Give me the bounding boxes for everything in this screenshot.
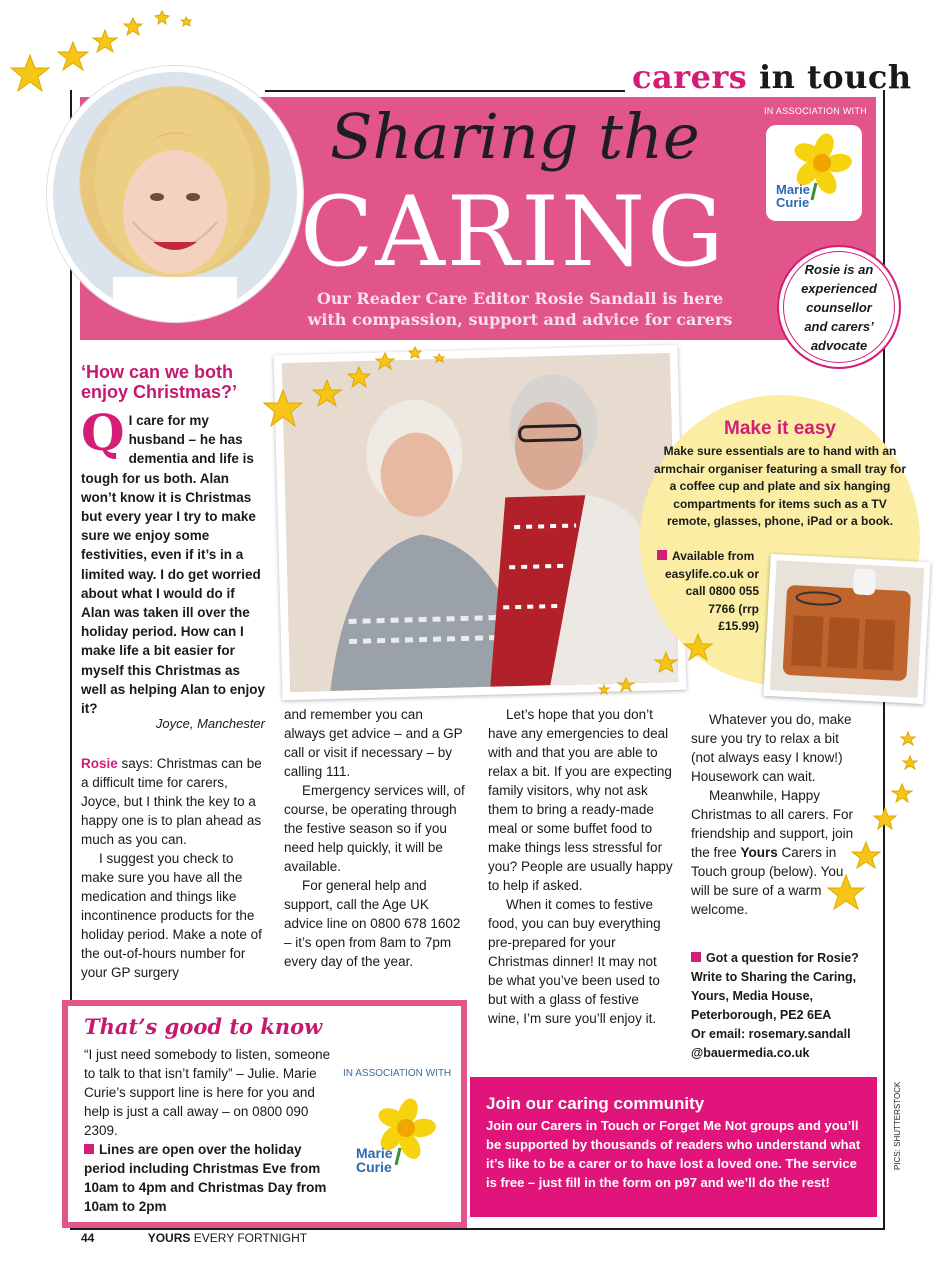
question-signature: Joyce, Manchester — [155, 716, 265, 731]
photo-credit: PICS: SHUTTERSTOCK — [893, 1081, 902, 1170]
bullet-square-icon — [657, 550, 667, 560]
good-to-know-title: That’s good to know — [84, 1014, 323, 1039]
good-to-know-body: “I just need somebody to listen, someone to talk to that isn’t family” – Julie. Marie Curie’s support line is here for you and help is just a call away – on 0800 090 2309. — [84, 1047, 331, 1138]
dropcap: Q — [81, 403, 125, 462]
contact-box: Got a question for Rosie? Write to Sharing the Caring, Yours, Media House, Peterborough, PE2 6EA Or email: rosemary.sandall @bauermedia.co.uk — [691, 951, 859, 1060]
association-label: IN ASSOCIATION WITH — [764, 106, 868, 116]
magazine-tagline: EVERY FORTNIGHT — [193, 1231, 308, 1245]
question-body: Q I care for my husband – he has dementia and life is tough for us both. Alan won’t know it is Christmas but every year I try to make sure we enjoy some festivities, even if it’s in a limited way. I do get worried about what I would do if Alan was taken ill over the holiday period. How can I make life a bit easier for myself this Christmas as well as helping Alan to enjoy it? — [81, 403, 266, 717]
make-it-easy-body: Make sure essentials are to hand with an armchair organiser featuring a small tray for a coffee cup and plate and six hanging compartments for items such as a TV remote, glasses, phone, iPad or a book. — [653, 444, 907, 528]
magazine-name: YOURS — [147, 1231, 191, 1245]
answer-column-1: Rosie says: Christmas can be a difficult time for carers, Joyce, but I think the key to a happy one is to plan ahead as much as you can. I suggest you check to make sure you have all the medication and things like incontinence products for the holiday period. Make a note of the out-of-hours number for your GP surgery — [81, 756, 262, 980]
marie-curie-logo-bottom — [350, 1090, 446, 1186]
association-label-bottom: IN ASSOCIATION WITH — [343, 1068, 452, 1079]
make-it-easy-title: Make it easy — [724, 418, 836, 439]
answer-column-4: Whatever you do, make sure you try to relax a bit (not always easy I know!) Housework can wait. Meanwhile, Happy Christmas to all carers. For friendship and support, join the free Yours Carers in Touch group (below). You will be sure of a warm welcome. — [691, 712, 854, 917]
good-to-know-hours: Lines are open over the holiday period including Christmas Eve from 10am to 4pm and Christmas Day from 10am to 2pm — [84, 1142, 327, 1214]
make-it-easy-availability: Available from easylife.co.uk or call 0800 055 7766 (rrp £15.99) — [657, 548, 759, 636]
marie-curie-wordmark-bottom: Marie Curie — [356, 1145, 393, 1175]
page-number: 44 — [81, 1231, 95, 1245]
title-line-2: CARING — [300, 176, 726, 288]
rosie-portrait — [47, 66, 303, 322]
answer-column-3: Let’s hope that you don’t have any emergencies to deal with and that you are able to relax a bit. If you are expecting family visitors, why not ask them to bring a ready-made meal or some buffet food to make things less stressful for you? People are usually happy to help if asked. When it comes to festive food, you can buy everything pre-prepared for your Christmas dinner! It may not be what you’ve been used to but with a glass of festive wine, I’m sure you’ll enjoy it. — [488, 707, 673, 1026]
bullet-square-icon — [691, 952, 701, 962]
join-body: Join our Carers in Touch or Forget Me Not groups and you’ll be supported by thousands of readers who understand what it’s like to be a carer or to have lost a loved one. The service is free – just fill in the form on p97 and we’ll do the rest! — [486, 1118, 861, 1190]
page-footer — [81, 1231, 307, 1245]
question-heading: ‘How can we both enjoy Christmas?’ — [81, 362, 238, 402]
answer-speaker: Rosie — [81, 756, 118, 771]
rosie-badge: Rosie is an experienced counsellor and carers’ advocate — [777, 245, 901, 369]
join-title: Join our caring community — [486, 1094, 705, 1113]
star-decoration-photo — [255, 340, 455, 440]
title-line-1: Sharing the — [330, 100, 700, 173]
section-kicker: carers in touch — [632, 58, 912, 96]
answer-column-2: and remember you can always get advice – and a GP call or visit if necessary – by calling 111. Emergency services will, of course, be operating through the festive season so if you need help quickly, it will be available. For general help and support, call the Age UK advice line on 0800 678 1602 – it’s open from 8am to 7pm every day of the year. — [284, 707, 465, 969]
marie-curie-logo — [766, 125, 862, 221]
marie-curie-wordmark: Marie Curie — [776, 182, 810, 210]
bullet-square-icon — [84, 1144, 94, 1154]
subtitle: Our Reader Care Editor Rosie Sandall is here with compassion, support and advice for carers — [307, 289, 733, 329]
